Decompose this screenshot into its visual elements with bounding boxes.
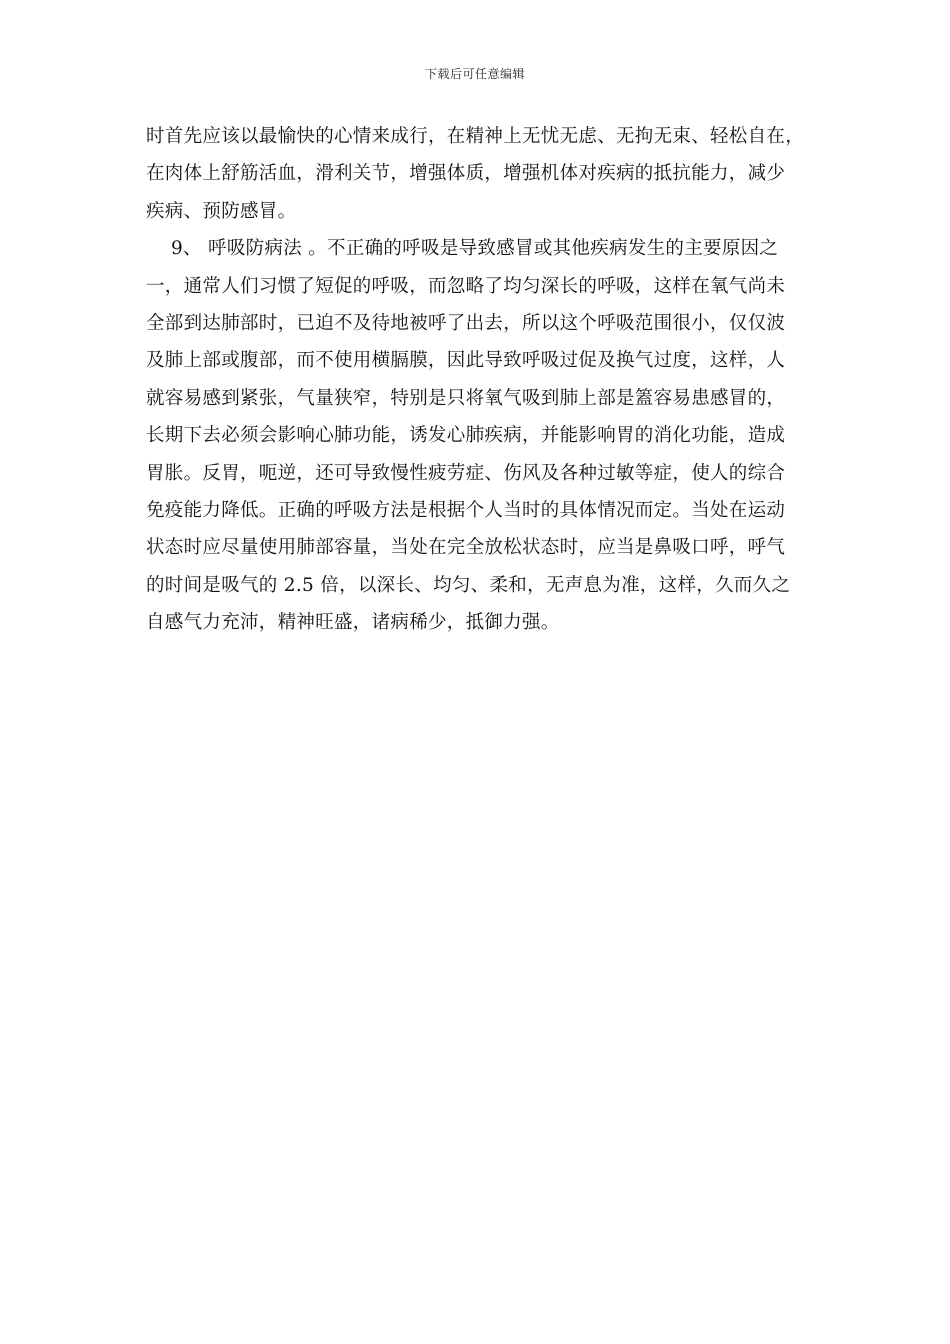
text-line: 自感气力充沛，精神旺盛，诸病稀少，抵御力强。 bbox=[146, 612, 560, 634]
text-line: 长期下去必须会影响心肺功能，诱发心肺疾病，并能影响胃的消化功能，造成 bbox=[146, 425, 786, 447]
text-line: 时首先应该以最愉快的心情来成行，在精神上无忧无虑、无拘无束、轻松自在， bbox=[146, 126, 805, 147]
page-header: 下载后可任意编辑 bbox=[424, 67, 525, 81]
text-line: 疾病、预防感冒。 bbox=[146, 200, 297, 222]
text-line: 就容易感到紧张，气量狭窄，特别是只将氧气吸到肺上部是篕容易患感冒的， bbox=[146, 387, 786, 409]
text-line: 的时间是吸气的 2.5 倍，以深长、均匀、柔和，无声息为准，这样，久而久之 bbox=[146, 574, 791, 596]
text-line: 及肺上部或腹部，而不使用横膈膜，因此导致呼吸过促及换气过度，这样，人 bbox=[146, 350, 786, 372]
text-line: 在肉体上舒筋活血，滑利关节，增强体质，增强机体对疾病的抵抗能力，减少 bbox=[146, 163, 786, 185]
body-text bbox=[146, 118, 836, 641]
text-line: 状态时应尽量使用肺部容量，当处在完全放松状态时，应当是鼻吸口呼，呼气 bbox=[146, 537, 786, 559]
text-line: 胃胀。反胃，呃逆，还可导致慢性疲劳症、伤风及各种过敏等症，使人的综合 bbox=[146, 462, 786, 484]
text-line: 全部到达肺部时，已迫不及待地被呼了出去，所以这个呼吸范围很小，仅仅波 bbox=[146, 312, 786, 334]
text-line: 免疫能力降低。正确的呼吸方法是根据个人当时的具体情况而定。当处在运动 bbox=[146, 499, 786, 521]
text-line: 9、 呼吸防病法 。不正确的呼吸是导致感冒或其他疾病发生的主要原因之 bbox=[146, 238, 779, 260]
text-line: 一，通常人们习惯了短促的呼吸，而忽略了均匀深长的呼吸，这样在氧气尚未 bbox=[146, 275, 786, 297]
